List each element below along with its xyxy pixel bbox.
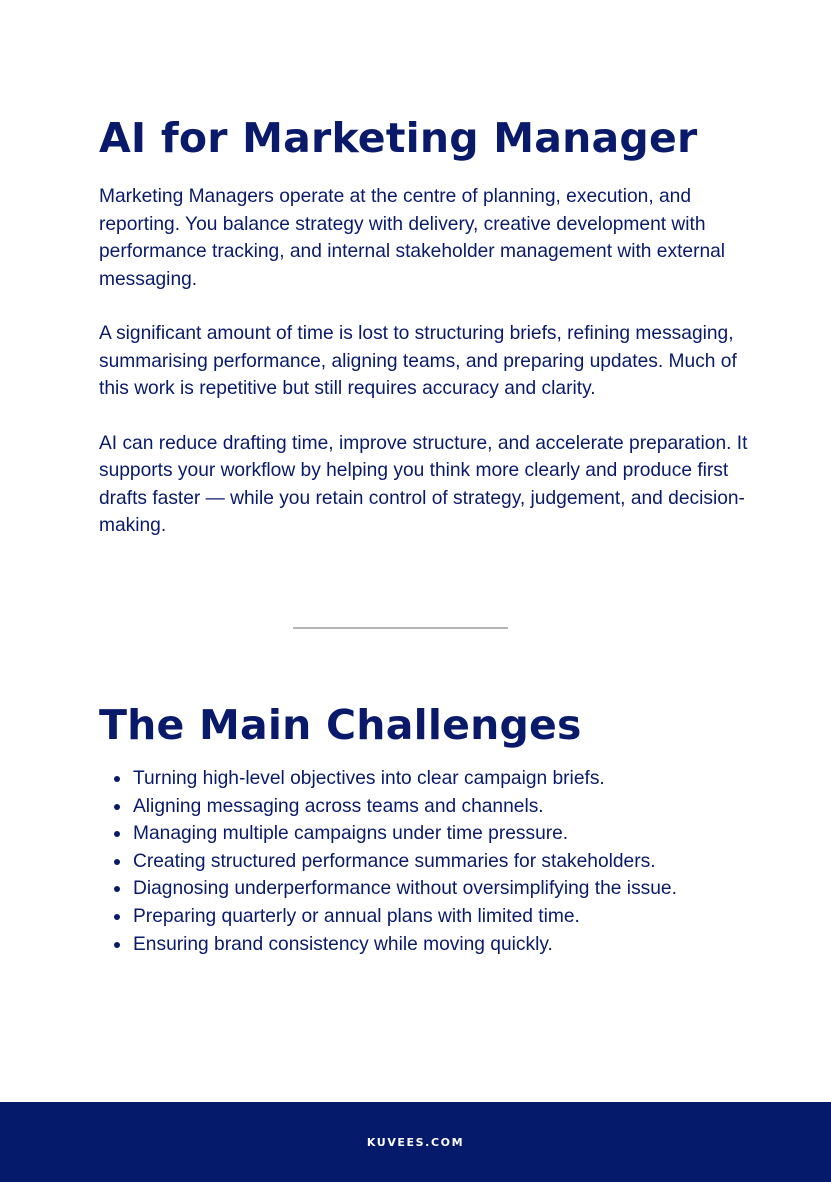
bullet-icon xyxy=(114,942,120,948)
page-title: AI for Marketing Manager xyxy=(99,114,698,162)
list-item xyxy=(99,793,779,821)
list-item-text: Diagnosing underperformance without oversimplifying the issue. xyxy=(133,878,677,900)
list-item xyxy=(99,931,779,959)
intro-section xyxy=(99,183,749,567)
bullet-icon xyxy=(114,776,120,782)
list-item xyxy=(99,903,779,931)
footer-bar xyxy=(0,1102,831,1182)
bullet-icon xyxy=(114,831,120,837)
bullet-icon xyxy=(114,914,120,920)
bullet-icon xyxy=(114,804,120,810)
footer-site-link[interactable]: KUVEES.COM xyxy=(366,1135,465,1149)
challenges-heading: The Main Challenges xyxy=(99,701,582,749)
list-item-text: Turning high-level objectives into clear campaign briefs. xyxy=(133,768,605,789)
list-item-text: Preparing quarterly or annual plans with limited time. xyxy=(133,905,580,927)
bullet-icon xyxy=(114,886,120,892)
intro-paragraph-3: AI can reduce drafting time, improve structure, and accelerate preparation. It supports your workflow by helping you think more clearly and produce first drafts faster — while you retain control of strategy, judgement, and decision-making. xyxy=(99,432,748,536)
bullet-icon xyxy=(114,859,120,865)
intro-paragraph-1: Marketing Managers operate at the centre of planning, execution, and reporting. You balance strategy with delivery, creative development with performance tracking, and internal stakeholder management with external messaging. xyxy=(99,186,726,290)
challenges-list xyxy=(99,765,779,958)
list-item xyxy=(99,820,779,848)
section-divider xyxy=(293,627,508,629)
list-item-text: Aligning messaging across teams and channels. xyxy=(133,795,544,817)
list-item-text: Managing multiple campaigns under time pressure. xyxy=(133,823,569,845)
list-item-text: Ensuring brand consistency while moving quickly. xyxy=(133,933,553,955)
list-item xyxy=(99,765,779,793)
list-item xyxy=(99,875,779,903)
list-item xyxy=(99,848,779,876)
intro-paragraph-2: A significant amount of time is lost to structuring briefs, refining messaging, summarising performance, aligning teams, and preparing updates. Much of this work is repetitive but still requires accuracy and clarity. xyxy=(99,323,737,399)
list-item-text: Creating structured performance summaries for stakeholders. xyxy=(133,850,656,872)
